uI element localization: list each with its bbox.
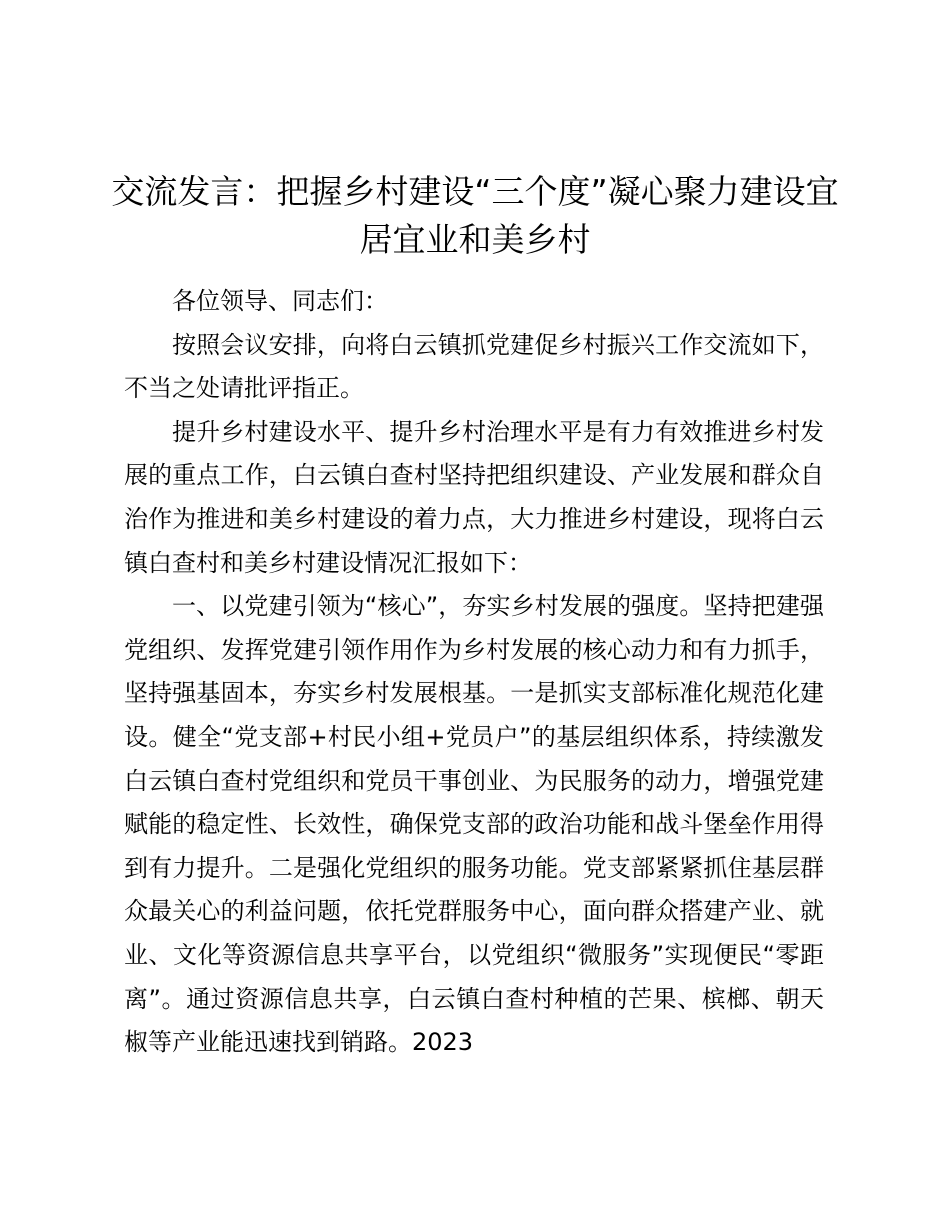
intro-paragraph: 按照会议安排，向将白云镇抓党建促乡村振兴工作交流如下，不当之处请批评指正。 xyxy=(124,330,824,403)
document-body xyxy=(124,280,824,1065)
overview-paragraph: 提升乡村建设水平、提升乡村治理水平是有力有效推进乡村发展的重点工作，白云镇白查村坚持把组织建设、产业发展和群众自治作为推进和美乡村建设的着力点，大力推进乡村建设，现将白云镇白查村和美乡村建设情况汇报如下： xyxy=(124,417,824,577)
section-one-paragraph: 一、以党建引领为“核心”，夯实乡村发展的强度。坚持把建强党组织、发挥党建引领作用作为乡村发展的核心动力和有力抓手，坚持强基固本，夯实乡村发展根基。一是抓实支部标准化规范化建设。健全“党支部+村民小组+党员户”的基层组织体系，持续激发白云镇白查村党组织和党员干事创业、为民服务的动力，增强党建赋能的稳定性、长效性，确保党支部的政治功能和战斗堡垒作用得到有力提升。二是强化党组织的服务功能。党支部紧紧抓住基层群众最关心的利益问题，依托党群服务中心，面向群众搭建产业、就业、文化等资源信息共享平台，以党组织“微服务”实现便民“零距离”。通过资源信息共享，白云镇白查村种植的芒果、槟榔、朝天椒等产业能迅速找到销路。2023 xyxy=(124,592,824,1057)
salutation-paragraph: 各位领导、同志们： xyxy=(172,287,388,315)
document-title: 交流发言：把握乡村建设“三个度”凝心聚力建设宜居宜业和美乡村 xyxy=(111,172,839,259)
